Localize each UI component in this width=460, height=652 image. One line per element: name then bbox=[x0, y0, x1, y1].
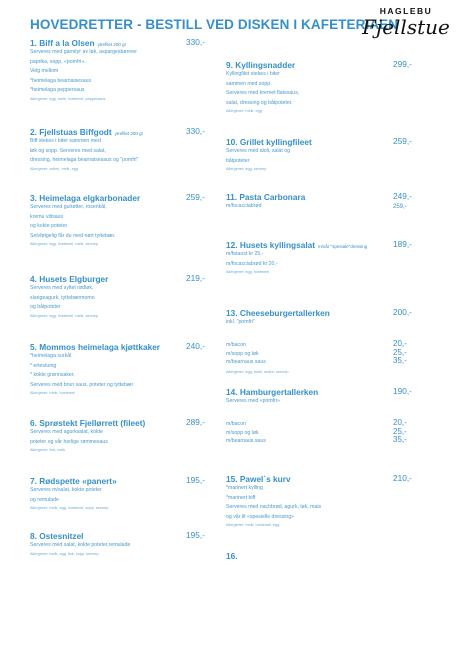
menu-item-description: *marinert biff bbox=[226, 494, 256, 501]
menu-item-allergens: Allergener: melk, hvetemel bbox=[30, 391, 75, 396]
menu-item-description: Kyllingfilet stekes i biter bbox=[226, 71, 280, 77]
menu-item bbox=[226, 60, 406, 115]
menu-item-description: poteter og vår herlige rømmesaus bbox=[30, 438, 108, 445]
addon-price: 20,- bbox=[393, 418, 407, 427]
menu-item-price: 190,- bbox=[393, 386, 412, 396]
menu-item-description: båtpoteter bbox=[226, 157, 250, 164]
menu-item-allergens: Allergener: selleri, melk, egg bbox=[30, 166, 78, 171]
menu-item-description: Selvfølgelig får du med nørt tyttebær. bbox=[30, 232, 116, 239]
menu-item-name: 11. Pasta Carbonara bbox=[226, 192, 306, 202]
menu-item-allergens: Allergener: egg, hvetemel bbox=[226, 270, 270, 275]
menu-item-name: 2. Fjellstuas Biffgodt ytrefilet 200 gr bbox=[30, 127, 144, 137]
page-title: HOVEDRETTER - BESTILL VED DISKEN I KAFETERIAEN bbox=[30, 17, 399, 32]
menu-item-name: 6. Sprøstekt Fjellørrett (fileet) bbox=[30, 418, 146, 428]
menu-item-description: Serveres med salat, kokte poteter,remulade bbox=[30, 542, 131, 548]
menu-item-description: m/focacciabrød kr 20,- bbox=[226, 260, 278, 267]
menu-item-description: m/fetaost kr 25,- bbox=[226, 251, 264, 257]
logo bbox=[360, 6, 452, 37]
menu-item bbox=[30, 274, 210, 320]
menu-item-price: 210,- bbox=[393, 473, 412, 483]
menu-item-description: * kokte grønnsaker. bbox=[30, 372, 75, 379]
menu-item-description: Velg mellom bbox=[30, 68, 59, 75]
menu-item-description: Serveres med aioli, salat og bbox=[226, 148, 291, 154]
menu-item-description: salat, dressing og båtpoteter. bbox=[226, 99, 293, 106]
menu-item bbox=[226, 387, 406, 407]
menu-item-allergens: Allergener: melk, egg, hvetemel, sopp, sennep bbox=[30, 506, 109, 511]
menu-item-subtitle: ytrefilet 200 gr bbox=[97, 42, 127, 47]
menu-item-name: 7. Rødspette «panert» bbox=[30, 476, 117, 486]
menu-item-allergens: Allergener: fisk, melk bbox=[30, 448, 66, 453]
menu-item bbox=[226, 240, 406, 276]
menu-item-description: og båtpoteter bbox=[30, 304, 61, 311]
menu-item bbox=[226, 551, 406, 561]
menu-item-price: 259,- bbox=[186, 192, 205, 202]
menu-item bbox=[30, 418, 210, 454]
menu-item-description: sammen med sopp. bbox=[226, 80, 272, 87]
menu-item-price: 219,- bbox=[186, 273, 205, 283]
addon-price: 20,- bbox=[393, 339, 407, 348]
menu-item bbox=[226, 474, 406, 529]
menu-item-price: 240,- bbox=[186, 341, 205, 351]
menu-item-subtitle: ytrefilet 200 gr bbox=[114, 131, 144, 136]
menu-item-name: 13. Cheeseburgertallerken bbox=[226, 308, 330, 318]
addon-price: 25,- bbox=[393, 347, 407, 357]
menu-item-price-alt: 259,- bbox=[393, 204, 407, 210]
menu-item-allergens: Allergener: egg, hvetemel, melk, sennep bbox=[30, 313, 98, 318]
menu-item-description: inkl. "pomfri" bbox=[226, 319, 255, 325]
menu-item-name: 9. Kyllingsnadder bbox=[226, 60, 296, 70]
menu-item-description: Serveres med nachbrød, agurk, løk, mais bbox=[226, 504, 322, 511]
menu-item-description: løk og sopp. Serveres med salat, bbox=[30, 147, 106, 154]
menu-item-description: Serveres med «pomfri» bbox=[226, 398, 280, 404]
addon-price: 35,- bbox=[393, 435, 407, 444]
menu-item bbox=[226, 308, 406, 328]
menu-item-name: 4. Husets Elgburger bbox=[30, 274, 109, 284]
menu-item-description: Serveres med agurksalat, kokte bbox=[30, 429, 103, 435]
menu-item-description: Serveres med garnityr av løk, aspargesbønner bbox=[30, 49, 137, 55]
menu-item-allergens: Allergener: egg, hvetemel, melk, sennep bbox=[30, 242, 98, 247]
menu-item-description: Serveres med kremet flatesaus, bbox=[226, 90, 300, 97]
menu-item-price: 299,- bbox=[393, 59, 412, 69]
menu-item-name: 16. bbox=[226, 551, 238, 561]
menu-item-description: og remulade bbox=[30, 496, 59, 503]
menu-item-name: 10. Grillet kyllingfileet bbox=[226, 137, 312, 147]
addon-label: m/sopp og løk bbox=[226, 429, 259, 436]
menu-item-price: 200,- bbox=[393, 307, 412, 317]
menu-item bbox=[30, 476, 210, 512]
menu-item-price: 195,- bbox=[186, 475, 205, 485]
menu-item-description: paprika, sopp, «pomfri». bbox=[30, 58, 86, 65]
menu-item-description: * ertestuing bbox=[30, 362, 57, 369]
logo-top-text: HAGLEBU bbox=[379, 6, 433, 16]
menu-item-allergens: Allergener: egg, melk, selleri, sennep bbox=[226, 369, 289, 374]
menu-item-name: 15. Pawel`s kurv bbox=[226, 474, 291, 484]
menu-item-description: *heimelaga peppersaus bbox=[30, 87, 85, 94]
menu-item-description: Serveres m/salat, kokte poteter bbox=[30, 487, 102, 493]
addon-price: 25,- bbox=[393, 426, 407, 436]
menu-item bbox=[226, 192, 406, 212]
menu-item-price: 289,- bbox=[186, 417, 205, 427]
menu-item-name: 14. Hamburgertallerken bbox=[226, 387, 319, 397]
menu-item-description: kremu viltsaus bbox=[30, 213, 64, 220]
menu-item-price: 195,- bbox=[186, 530, 205, 540]
menu-item-description: Serveres med gulrøtter, rosenkål, bbox=[30, 204, 107, 210]
menu-item-subtitle: m/vår "spesiale"dressing bbox=[318, 244, 368, 249]
addon-label: m/sopp og løk bbox=[226, 350, 259, 357]
addon-label: m/bacon bbox=[226, 421, 246, 427]
menu-item-name: 1. Biff a la Olsen ytrefilet 200 gr bbox=[30, 38, 127, 48]
menu-item-name: 8. Ostesnitzel bbox=[30, 531, 84, 541]
menu-item-allergens: Allergener: melk, egg bbox=[226, 109, 262, 114]
menu-item-description: dressing, heimelaga bearnaisesaus og "pomfri" bbox=[30, 157, 139, 164]
menu-item-price: 330,- bbox=[186, 126, 205, 136]
menu-item bbox=[226, 137, 406, 173]
menu-item bbox=[30, 342, 210, 397]
menu-item-allergens: Allergener: egg, melk, hvetemel, peppersaus bbox=[30, 96, 106, 101]
menu-item-allergens: Allergener: melk, hvetemel, egg bbox=[226, 523, 280, 528]
menu-item bbox=[30, 193, 210, 248]
menu-item-description: *marinert kylling bbox=[226, 485, 263, 491]
menu-item-name: 3. Heimelaga elgkarbonader bbox=[30, 193, 141, 203]
menu-item-name: 12. Husets kyllingsalat m/vår "spesiale"dressing bbox=[226, 240, 368, 250]
menu-item bbox=[30, 38, 210, 103]
addon-price: 35,- bbox=[393, 356, 407, 365]
menu-item-description: *heimelaga bearnaisesaus bbox=[30, 77, 92, 84]
menu-item-allergens: Allergener: egg, sennep bbox=[226, 167, 267, 172]
menu-item bbox=[30, 127, 210, 173]
menu-item-name: 5. Mommos heimelaga kjøttkaker bbox=[30, 342, 161, 352]
logo-main-text: Fjellstue bbox=[362, 15, 450, 39]
addon-label: m/bearnaus saus bbox=[226, 359, 266, 365]
menu-item-description: slangeagurk, tyttebærmomo bbox=[30, 294, 95, 301]
menu-item-price: 249,- bbox=[393, 191, 412, 201]
menu-item-price: 330,- bbox=[186, 37, 205, 47]
menu-item-description: og vår lit «spesielle dressing» bbox=[226, 513, 295, 520]
menu-item-description: m/focacciabrød bbox=[226, 203, 262, 209]
menu-item-description: *heimelaga surkål bbox=[30, 353, 72, 359]
menu-item-description: og kokte poteter bbox=[30, 223, 68, 230]
menu-item-description: Serveres med syltet rødløk, bbox=[30, 285, 94, 291]
addon-label: m/bearnaus saus bbox=[226, 438, 266, 444]
addon-label: m/bacon bbox=[226, 342, 246, 348]
menu-item-description: Biff stekes i biter sammen med bbox=[30, 138, 101, 144]
menu-item-price: 259,- bbox=[393, 136, 412, 146]
menu-item-description: Serveres med brun saus, poteter og tyttebær bbox=[30, 381, 134, 388]
menu-item-price: 189,- bbox=[393, 239, 412, 249]
menu-item-allergens: Allergener: melk, egg, fisk, sopp, sennep bbox=[30, 551, 99, 556]
menu-item bbox=[30, 531, 210, 558]
